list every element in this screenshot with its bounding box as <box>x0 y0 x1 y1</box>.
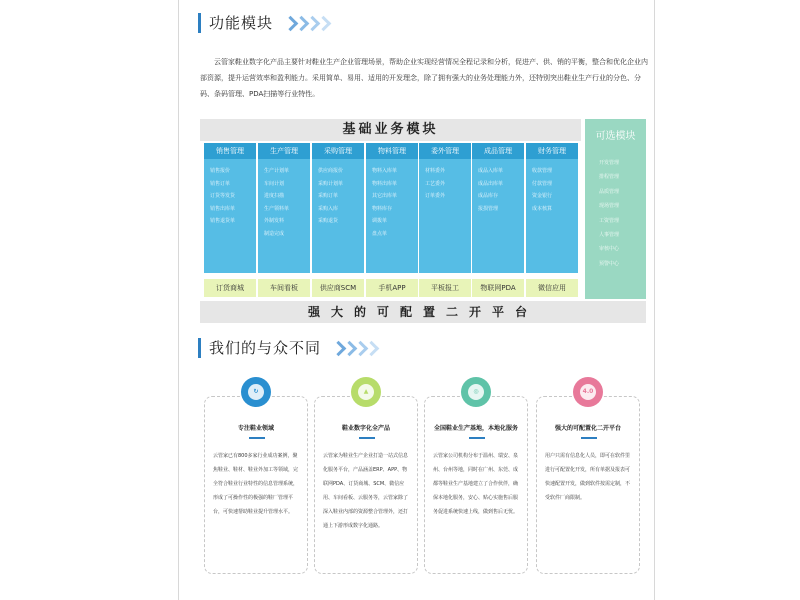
optional-module-item: 开发管理 <box>599 160 620 166</box>
chevron-arrows-icon <box>333 341 377 355</box>
optional-module-item: 现场管理 <box>599 203 620 210</box>
module-item: 其它出库单 <box>372 193 398 199</box>
optional-module-item: 审核中心 <box>599 246 620 253</box>
optional-module-item: 品质管理 <box>599 188 620 195</box>
module-item: 材料委外 <box>425 168 446 174</box>
module-item: 销售订单 <box>210 180 231 187</box>
card-title: 强大的可配置化二开平台 <box>554 425 621 432</box>
card-divider <box>581 437 597 439</box>
tool-tile: 供应商SCM <box>312 279 364 297</box>
module-item: 资金银行 <box>532 193 553 199</box>
tool-tile: 物联网PDA <box>472 279 524 297</box>
module-item: 成本核算 <box>532 205 553 212</box>
card-divider <box>469 437 485 439</box>
tool-tile: 订货商城 <box>204 279 256 297</box>
platform-banner: 强大的可配置二开平台 <box>200 301 646 323</box>
section-header-features <box>198 12 329 33</box>
module-item: 销售出库单 <box>210 205 236 212</box>
module-item: 物料库存 <box>372 205 393 212</box>
module-column <box>366 143 418 273</box>
card-text: 云管家公司机构分布于温州、瑞安、泉州、台州等地，同时在广州、东莞、成都等鞋业生产基地建立了合作伙伴，确保本地化服务，安心、贴心实施售后服务促进系统快速上线，做到售后无忧。 <box>433 453 519 515</box>
module-column-header: 财务管理 <box>526 143 578 159</box>
tool-tile: 车间看板 <box>258 279 310 297</box>
module-item: 生产领料单 <box>264 205 290 212</box>
feature-card <box>536 396 640 574</box>
module-item: 收款管理 <box>532 168 553 174</box>
optional-module-item: 排程管理 <box>599 174 620 181</box>
feature-card <box>204 396 308 574</box>
card-title: 专注鞋业领域 <box>237 425 274 432</box>
module-item: 制造完成 <box>264 230 285 237</box>
page-border-right <box>654 0 655 600</box>
section-title: 功能模块 <box>209 14 274 32</box>
module-column-header: 成品管理 <box>472 143 524 159</box>
module-item: 工艺委外 <box>425 180 446 187</box>
module-column-header: 委外管理 <box>419 143 471 159</box>
module-item: 调拨单 <box>372 218 388 224</box>
module-column <box>526 143 578 273</box>
module-column-header: 物料管理 <box>366 143 418 159</box>
optional-module-item: 工资管理 <box>599 217 620 224</box>
feature-circle-icon <box>351 377 381 407</box>
card-text: 云管家为鞋业生产企业打造一站式信息化服务平台，产品涵盖ERP、APP、物联网PDA、订货商城、SCM、微信应用、车间看板、云服务等，云管家除了深入鞋业内部的资源整合管理外，还打通上下游形成数字化通路。 <box>323 453 409 529</box>
card-title: 鞋业数字化全产品 <box>341 425 390 432</box>
feature-glyph-icon: 4.0 <box>580 384 596 400</box>
module-diagram <box>200 119 646 323</box>
module-column-header: 销售管理 <box>204 143 256 159</box>
module-item: 外制发料 <box>264 218 285 224</box>
card-text: 用户只需有信息化人员，即可在软件里进行可配置化开发，所有单据及报表可快速配置开发，做到软件按需定制，不受软件厂商限制。 <box>545 453 631 501</box>
module-item: 成品出库单 <box>478 180 504 187</box>
module-item: 付款管理 <box>532 180 553 187</box>
module-column-header: 生产管理 <box>258 143 310 159</box>
section-accent-bar <box>198 338 201 358</box>
module-item: 供应商报价 <box>318 168 344 174</box>
card-divider <box>359 437 375 439</box>
base-module-title: 基础业务模块 <box>200 119 581 141</box>
feature-glyph-icon: ◎ <box>468 384 484 400</box>
intro-paragraph: 云管家鞋业数字化产品主要针对鞋业生产企业管理场景，帮助企业实现经营情况全程记录和分析，促进产、供、销的平衡，整合和优化企业内部资源，提升运营效率和盈利能力。采用简单、易用、适用的开发理念，除了拥有强大的业务处理能力外，还特别突出鞋业生产行业的分色、分码、条码管理、PDA扫描等行业特性。 <box>200 58 648 98</box>
module-column <box>312 143 364 273</box>
section-accent-bar <box>198 13 201 33</box>
feature-glyph-icon: ▲ <box>358 384 374 400</box>
tool-tile: 微信应用 <box>526 279 578 297</box>
feature-card <box>314 396 418 574</box>
section-header-difference <box>198 337 377 358</box>
module-column <box>258 143 310 273</box>
module-column-header: 采购管理 <box>312 143 364 159</box>
optional-modules-title: 可选模块 <box>595 131 636 142</box>
page-border-left <box>178 0 179 600</box>
module-item: 物料出库单 <box>372 180 398 187</box>
module-item: 采购退货 <box>318 218 339 224</box>
module-column <box>472 143 524 273</box>
module-item: 报损管理 <box>478 205 499 212</box>
tool-tile: 手机APP <box>366 279 418 297</box>
module-item: 销售退货单 <box>210 218 236 224</box>
module-item: 盘点单 <box>372 230 388 237</box>
module-item: 成品入库单 <box>478 168 504 174</box>
card-title: 全国鞋业生产基地，本地化服务 <box>433 425 518 432</box>
optional-modules-panel <box>585 119 646 299</box>
module-item: 订货等发货 <box>210 193 236 199</box>
module-item: 订单委外 <box>425 193 446 199</box>
module-item: 物料入库单 <box>372 168 398 174</box>
module-column <box>419 143 471 273</box>
module-item: 进度扫描 <box>264 193 285 199</box>
feature-circle-icon <box>461 377 491 407</box>
feature-glyph-icon: ↻ <box>248 384 264 400</box>
card-divider <box>249 437 265 439</box>
module-item: 采购订单 <box>318 193 339 199</box>
card-text: 云管家已有800多家行业成功案例，聚焦鞋业、鞋材、鞋业外加工等领域，完全符合鞋业行业特性的信息管理系统，形成了可操作性的极强的鞋厂管理平台，可快速帮助鞋业提升管理水平。 <box>213 453 299 515</box>
module-item: 车间计划 <box>264 180 285 187</box>
module-item: 采购计划单 <box>318 180 344 187</box>
chevron-arrows-icon <box>285 16 329 30</box>
module-item: 生产计划单 <box>264 168 290 174</box>
feature-circle-icon <box>241 377 271 407</box>
module-item: 成品库存 <box>478 193 499 199</box>
optional-module-item: 人事管理 <box>599 232 620 239</box>
module-item: 采购入库 <box>318 205 339 212</box>
feature-circle-icon <box>573 377 603 407</box>
module-column <box>204 143 256 273</box>
feature-card <box>424 396 528 574</box>
tool-tile: 平板报工 <box>419 279 471 297</box>
module-item: 销售报价 <box>210 168 231 174</box>
section-title: 我们的与众不同 <box>209 339 322 357</box>
optional-module-item: 预警中心 <box>599 260 620 267</box>
